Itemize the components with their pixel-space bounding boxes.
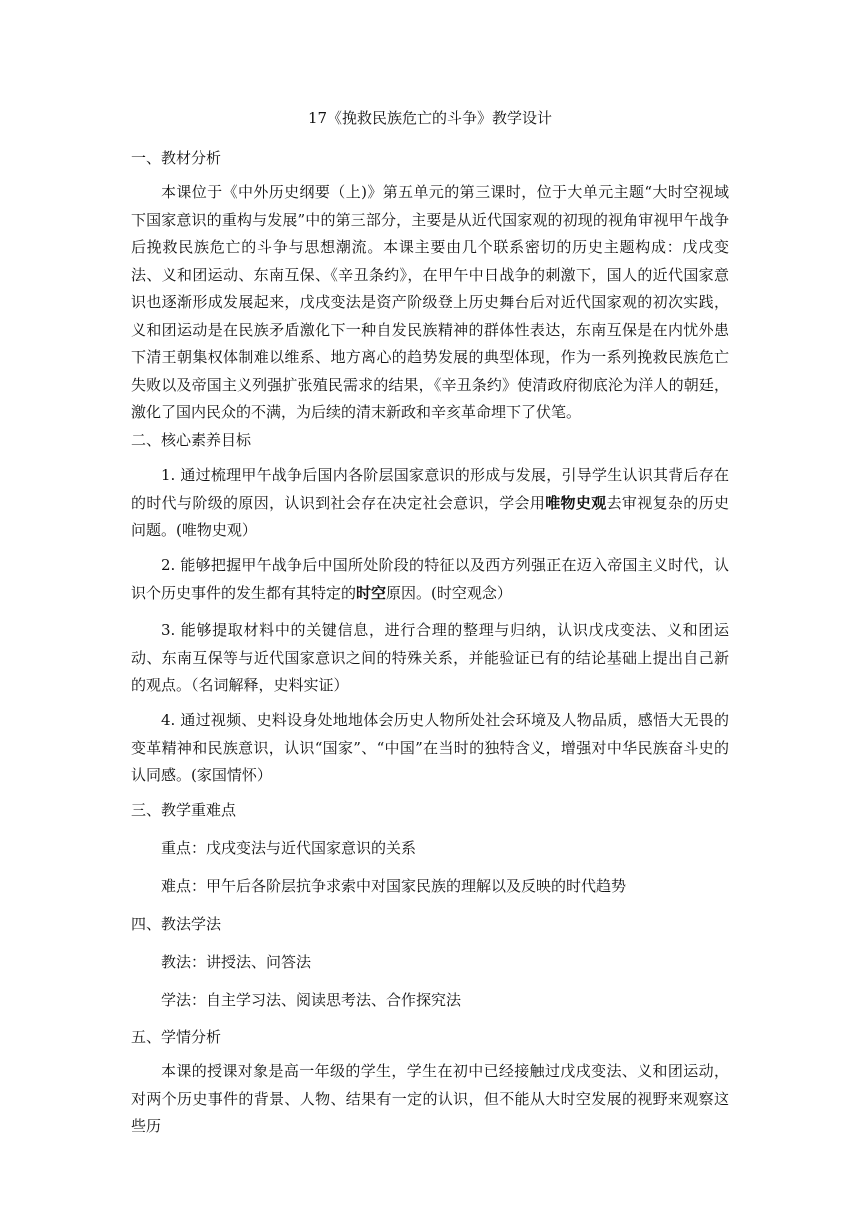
section-heading-key-difficult: 三、教学重难点	[131, 801, 237, 819]
learner-analysis-paragraph: 本课的授课对象是高一年级的学生，学生在初中已经接触过戊戌变法、义和团运动，对两个历史事件的背景、人物、结果有一定的认识，但不能从大时空发展的视野来观察这些历	[131, 1062, 729, 1135]
section-heading-methods: 四、教法学法	[131, 915, 222, 933]
goal-2-emphasis: 时空	[356, 583, 387, 602]
goal-1-emphasis: 唯物史观	[545, 493, 607, 512]
goal-1-paragraph	[131, 462, 729, 545]
textbook-analysis-paragraph: 本课位于《中外历史纲要（上)》第五单元的第三课时，位于大单元主题“大时空视域下国家意识的重构与发展”中的第三部分，主要是从近代国家观的初现的视角审视甲午战争后挽救民族危亡的斗争与思想潮流。本课主要由几个联系密切的历史主题构成：戊戌变法、义和团运动、东南互保、《辛丑条约》，在甲午中日战争的刺激下，国人的近代国家意识也逐渐形成发展起来，戊戌变法是资产阶级登上历史舞台后对近代国家观的初次实践，义和团运动是在民族矛盾激化下一种自发民族精神的群体性表达，东南互保是在内忧外患下清王朝集权体制难以维系、地方离心的趋势发展的典型体现，作为一系列挽救民族危亡失败以及帝国主义列强扩张殖民需求的结果，《辛丑条约》使清政府彻底沦为洋人的朝廷，激化了国内民众的不满，为后续的清末新政和辛亥革命埋下了伏笔。	[131, 183, 729, 421]
document-title: 17《挽救民族危亡的斗争》教学设计	[307, 109, 553, 127]
goal-2-text-b: 原因。(时空观念）	[386, 583, 512, 602]
section-heading-textbook-analysis: 一、教材分析	[131, 149, 222, 167]
key-point-line: 重点：戊戌变法与近代国家意识的关系	[161, 839, 417, 857]
goal-1-text-a: 1. 通过梳理甲午战争后国内各阶层国家意识的形成与发展，引导学生认识其背后存在的时代与阶级的原因，认识到社会存在决定社会意识，学会用	[131, 466, 729, 512]
goal-1-text-b: 去审视复杂的历史问题。(唯物史观）	[131, 493, 729, 539]
learning-method-line: 学法：自主学习法、阅读思考法、合作探究法	[161, 991, 462, 1009]
goal-2-text-a: 2. 能够把握甲午战争后中国所处阶段的特征以及西方列强正在迈入帝国主义时代，认识个历史事件的发生都有其特定的	[131, 556, 729, 602]
goal-4-paragraph: 4. 通过视频、史料设身处地地体会历史人物所处社会环境及人物品质，感悟大无畏的变革精神和民族意识，认识“国家”、“中国”在当时的独特含义，增强对中华民族奋斗史的认同感。(家国情怀）	[131, 711, 729, 784]
goal-3-paragraph: 3. 能够提取材料中的关键信息，进行合理的整理与归纳，认识戊戌变法、义和团运动、东南互保等与近代国家意识之间的特殊关系，并能验证已有的结论基础上提出自己新的观点。（名词解释，史料实证）	[131, 621, 729, 694]
section-heading-learner-analysis: 五、学情分析	[131, 1028, 222, 1046]
goal-2-paragraph	[131, 552, 729, 607]
difficult-point-line: 难点：甲午后各阶层抗争求索中对国家民族的理解以及反映的时代趋势	[161, 877, 627, 895]
teaching-method-line: 教法：讲授法、问答法	[161, 953, 312, 971]
section-heading-core-goals: 二、核心素养目标	[131, 431, 252, 449]
